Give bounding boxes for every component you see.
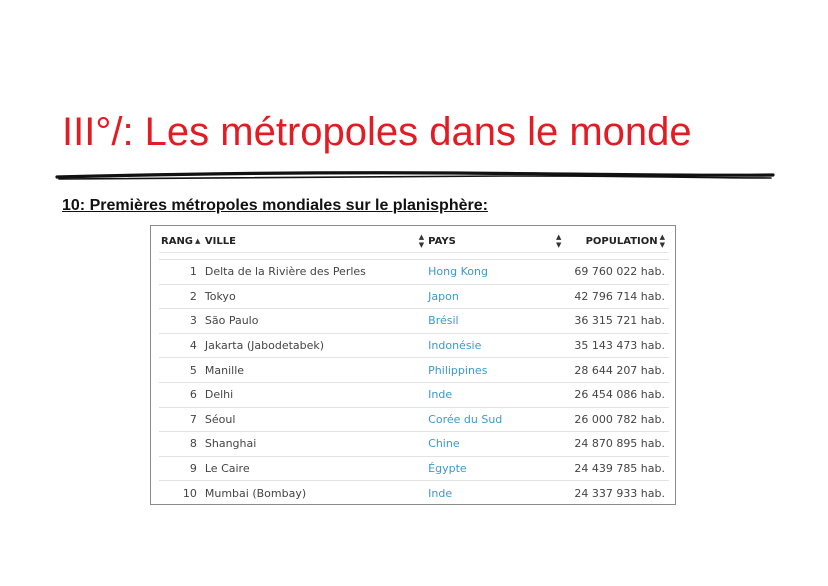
city-cell: Tokyo [203,284,426,309]
country-link[interactable]: Philippines [426,358,563,383]
country-link[interactable]: Inde [426,382,563,407]
city-cell: Mumbai (Bombay) [203,481,426,505]
rank-cell: 10 [159,481,203,505]
population-cell: 24 439 785 hab. [563,456,669,481]
city-cell: São Paulo [203,309,426,334]
population-cell: 24 337 933 hab. [563,481,669,505]
sort-both-icon: ▲ ▼ [659,233,665,249]
table-spacer-row [159,253,669,260]
table-row [159,456,669,481]
population-cell: 69 760 022 hab. [563,260,669,285]
rank-cell: 7 [159,407,203,432]
city-cell: Delta de la Rivière des Perles [203,260,426,285]
country-link[interactable]: Japon [426,284,563,309]
header-country[interactable] [426,230,563,253]
header-city[interactable] [203,230,426,253]
rank-cell: 8 [159,432,203,457]
rank-cell: 1 [159,260,203,285]
table-header-row [159,230,669,253]
population-cell: 26 000 782 hab. [563,407,669,432]
sort-both-icon: ▲ ▼ [418,233,425,249]
population-cell: 26 454 086 hab. [563,382,669,407]
rank-cell: 4 [159,333,203,358]
country-link[interactable]: Égypte [426,456,563,481]
metropolis-table [159,230,669,505]
city-cell: Shanghai [203,432,426,457]
section-subtitle: 10: Premières métropoles mondiales sur le planisphère: [62,197,488,214]
rank-cell: 9 [159,456,203,481]
city-cell: Manille [203,358,426,383]
table-row [159,284,669,309]
population-cell: 28 644 207 hab. [563,358,669,383]
city-cell: Jakarta (Jabodetabek) [203,333,426,358]
rank-cell: 3 [159,309,203,334]
table-row [159,432,669,457]
rank-cell: 5 [159,358,203,383]
header-population-label: POPULATION [585,236,658,247]
table-row [159,358,669,383]
table-row [159,309,669,334]
country-link[interactable]: Inde [426,481,563,505]
slide-title: III°/: Les métropoles dans le monde [62,110,692,154]
country-link[interactable]: Brésil [426,309,563,334]
title-divider [55,168,775,184]
table-row [159,382,669,407]
city-cell: Le Caire [203,456,426,481]
sort-asc-icon: ▲ [195,236,201,245]
header-city-label: VILLE [204,235,236,247]
country-link[interactable]: Chine [426,432,563,457]
header-rank[interactable] [159,230,203,253]
city-cell: Séoul [203,407,426,432]
rank-cell: 2 [159,284,203,309]
country-link[interactable]: Corée du Sud [426,407,563,432]
header-country-label: PAYS [428,235,456,247]
population-cell: 35 143 473 hab. [563,333,669,358]
city-cell: Delhi [203,382,426,407]
population-cell: 36 315 721 hab. [563,309,669,334]
country-link[interactable]: Indonésie [426,333,563,358]
sort-both-icon: ▲ ▼ [556,233,562,249]
table-body [159,253,669,505]
table-row [159,407,669,432]
table-row [159,481,669,505]
header-population[interactable] [563,230,669,253]
population-cell: 24 870 895 hab. [563,432,669,457]
population-cell: 42 796 714 hab. [563,284,669,309]
rank-cell: 6 [159,382,203,407]
metropolis-table-frame [150,225,676,505]
table-row [159,333,669,358]
country-link[interactable]: Hong Kong [426,260,563,285]
table-row [159,260,669,285]
header-rank-label: RANG [161,235,194,247]
